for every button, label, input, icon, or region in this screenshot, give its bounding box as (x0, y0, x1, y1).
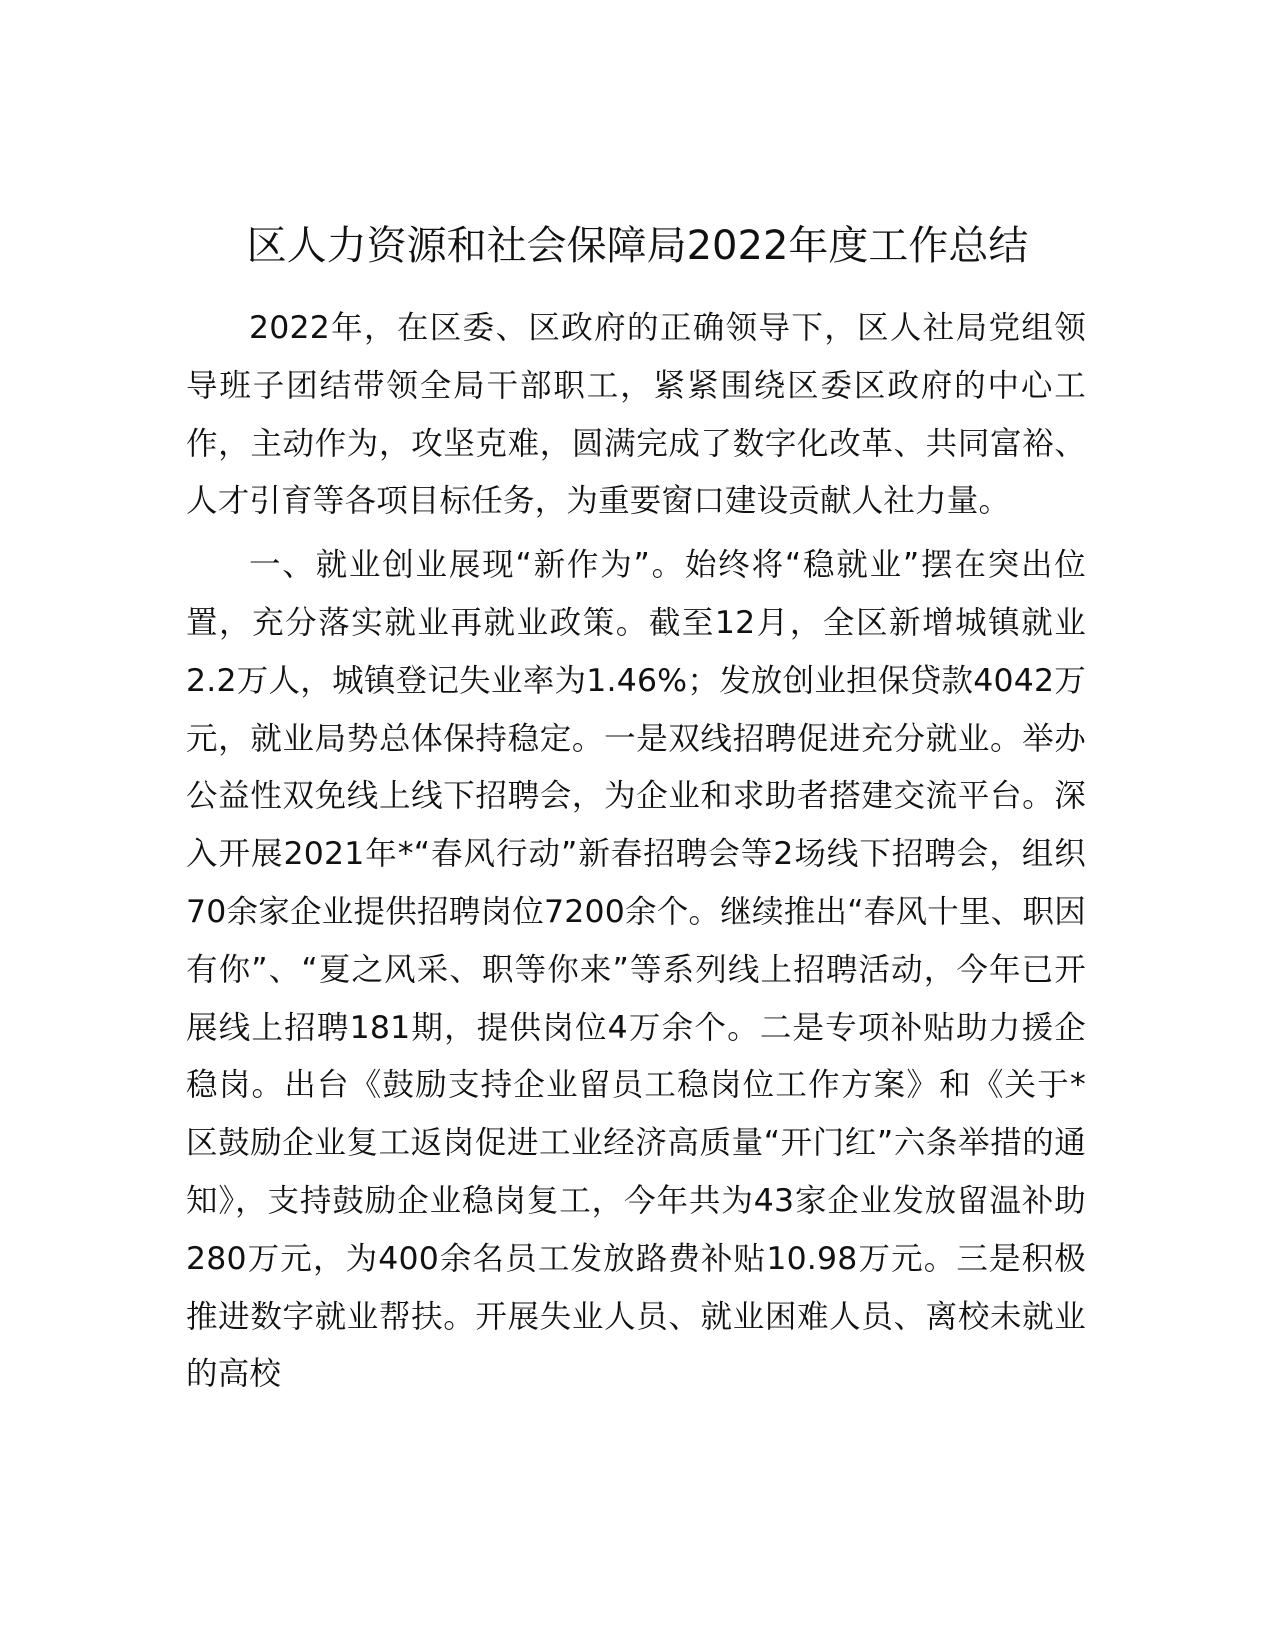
paragraph-employment: 一、就业创业展现“新作为”。始终将“稳就业”摆在突出位置，充分落实就业再就业政策。截至12月，全区新增城镇就业2.2万人，城镇登记失业率为1.46%；发放创业担保贷款4042万元，就业局势总体保持稳定。一是双线招聘促进充分就业。举办公益性双免线上线下招聘会，为企业和求助者搭建交流平台。深入开展2021年*“春风行动”新春招聘会等2场线下招聘会，组织70余家企业提供招聘岗位7200余个。继续推出“春风十里、职因有你”、“夏之风采、职等你来”等系列线上招聘活动，今年已开展线上招聘181期，提供岗位4万余个。二是专项补贴助力援企稳岗。出台《鼓励支持企业留员工稳岗位工作方案》和《关于*区鼓励企业复工返岗促进工业经济高质量“开门红”六条举措的通知》，支持鼓励企业稳岗复工，今年共为43家企业发放留温补助280万元，为400余名员工发放路费补贴10.98万元。三是积极推进数字就业帮扶。开展失业人员、就业困难人员、离校未就业的高校 (186, 547, 1086, 1393)
document-title: 区人力资源和社会保障局2022年度工作总结 (246, 223, 1029, 269)
paragraph-intro: 2022年，在区委、区政府的正确领导下，区人社局党组领导班子团结带领全局干部职工，紧紧围绕区委区政府的中心工作，主动作为，攻坚克难，圆满完成了数字化改革、共同富裕、人才引育等各项目标任务，为重要窗口建设贡献人社力量。 (186, 310, 1086, 520)
document-body (186, 300, 1086, 1404)
